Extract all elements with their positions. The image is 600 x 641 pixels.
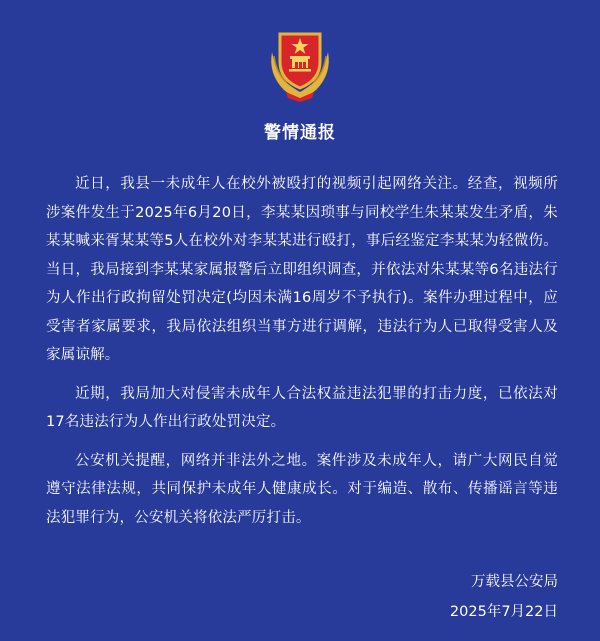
paragraph: 公安机关提醒，网络并非法外之地。案件涉及未成年人，请广大网民自觉遵守法律法规，共同保护未成年人健康成长。对于编造、散布、传播谣言等违法犯罪行为，公安机关将依法严厉打击。 (46, 452, 558, 526)
notice-body (46, 170, 558, 542)
notice-title: 警情通报 (264, 123, 336, 143)
police-emblem-icon (264, 22, 336, 102)
paragraph: 近日，我县一未成年人在校外被殴打的视频引起网络关注。经查，视频所涉案件发生于2025年6月20日，李某某因琐事与同校学生朱某某发生矛盾，朱某某喊来胥某某等5人在校外对李某某进行殴打，事后经鉴定李某某为轻微伤。当日，我局接到李某某家属报警后立即组织调查，并依法对朱某某等6名违法行为人作出行政拘留处罚决定(均因未满16周岁不予执行)。案件办理过程中，应受害者家属要求，我局依法组织当事方进行调解，违法行为人已取得受害人及家属谅解。 (46, 176, 558, 363)
paragraph: 近期，我局加大对侵害未成年人合法权益违法犯罪的打击力度，已依法对17名违法行为人作出行政处罚决定。 (46, 385, 558, 430)
issue-date: 2025年7月22日 (449, 604, 558, 620)
issuer-name: 万载县公安局 (471, 574, 558, 590)
